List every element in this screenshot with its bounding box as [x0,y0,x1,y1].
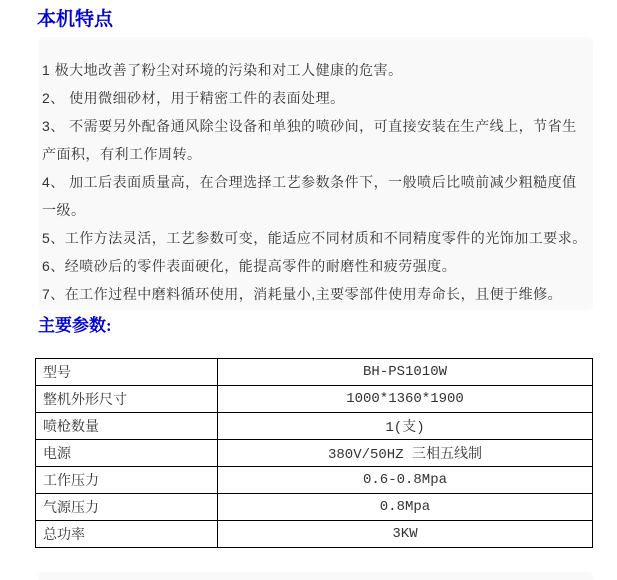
param-value-gun-count: 1(支) [218,413,593,440]
param-label-working-pressure: 工作压力 [36,467,218,494]
table-row [36,413,593,440]
param-label-dimensions: 整机外形尺寸 [36,386,218,413]
table-row [36,440,593,467]
features-panel [38,37,593,310]
table-row [36,386,593,413]
feature-item-2: 2、 使用微细砂材，用于精密工件的表面处理。 [42,90,345,106]
param-value-total-power: 3KW [218,521,593,548]
param-label-total-power: 总功率 [36,521,218,548]
param-label-power-supply: 电源 [36,440,218,467]
param-label-air-pressure: 气源压力 [36,494,218,521]
param-value-air-pressure: 0.8Mpa [218,494,593,521]
params-section-title: 主要参数: [38,316,112,335]
param-value-power-supply: 380V/50HZ 三相五线制 [218,440,593,467]
feature-item-1: 1 极大地改善了粉尘对环境的污染和对工人健康的危害。 [42,62,403,78]
params-table [35,358,593,548]
param-value-model: BH-PS1010W [218,359,593,386]
param-value-dimensions: 1000*1360*1900 [218,386,593,413]
table-row [36,494,593,521]
table-row [36,467,593,494]
feature-item-5: 5、工作方法灵活，工艺参数可变，能适应不同材质和不同精度零件的光饰加工要求。 [42,230,587,246]
feature-item-3: 3、 不需要另外配备通风除尘设备和单独的喷砂间，可直接安装在生产线上，节省生产面积，有利工作周转。 [42,118,577,162]
param-label-gun-count: 喷枪数量 [36,413,218,440]
param-value-working-pressure: 0.6-0.8Mpa [218,467,593,494]
table-row [36,521,593,548]
param-label-model: 型号 [36,359,218,386]
feature-item-4: 4、 加工后表面质量高，在合理选择工艺参数条件下，一般喷后比喷前减少粗糙度值一级。 [42,174,577,218]
feature-item-7: 7、在工作过程中磨料循环使用，消耗量小,主要零部件使用寿命长，且便于维修。 [42,286,563,302]
features-section-title: 本机特点 [37,9,114,30]
next-section-panel [38,572,593,580]
feature-item-6: 6、经喷砂后的零件表面硬化，能提高零件的耐磨性和疲劳强度。 [42,258,457,274]
table-row [36,359,593,386]
